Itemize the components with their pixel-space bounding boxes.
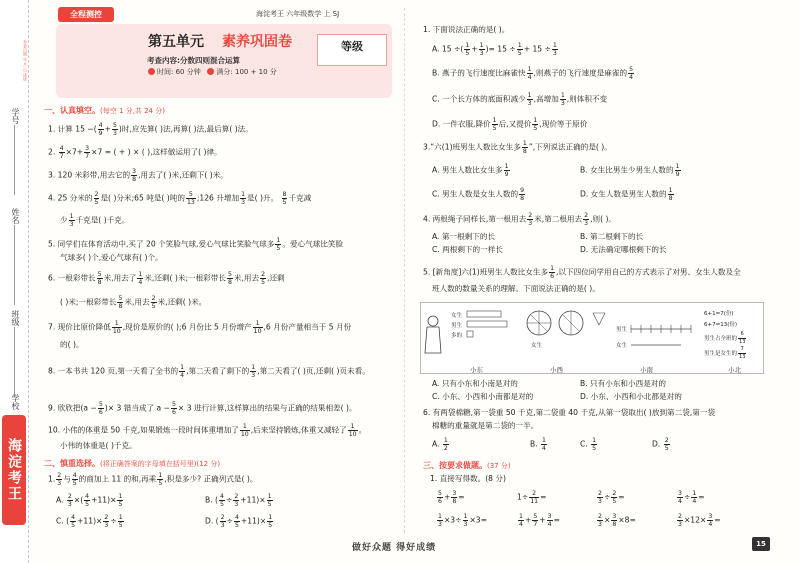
page-number: 15 <box>752 537 770 551</box>
choice-r5-option-b[interactable]: B. 只有小东和小西是对的 <box>580 379 666 388</box>
choice-r3-option-d[interactable]: D. 女生人数是男生人数的 $\frac{1}{8}$ <box>580 187 673 202</box>
choice-r5: 5. [新角度]六(1)班男生人数比女生多 $\frac{1}{6}$ ,以下四位同学用自己的方式表示了对男、女生人数及全 <box>423 265 741 280</box>
question-10: 10. 小伟的体重是 50 千克,如果锻炼一段时间体重增加了 $\frac{1}{10}$ ,后来坚持锻炼,体重又减轻了 $\frac{1}{10}$ 。 <box>48 423 367 438</box>
grade-box: 等级 <box>317 34 387 66</box>
choice-r5-cont: 班人数的数量关系的理解。下面说法正确的是( )。 <box>432 284 600 293</box>
cut-line <box>28 0 29 563</box>
choice-r3-option-b[interactable]: B. 女生比男生少男生人数的 $\frac{1}{9}$ <box>580 163 680 178</box>
choice-r6: 6. 有两袋棉糖,第一袋重 50 千克,第二袋重 40 千克,从第一袋取出( )放到第二袋,第一袋 <box>423 408 716 417</box>
choice-1-option-b[interactable]: B. ( $\frac{4}{5}$ ÷ $\frac{2}{3}$ +11)× $\frac{1}{5}$ <box>205 493 272 508</box>
fig-girl: 女生 <box>451 313 463 319</box>
label-student-id: 学号 <box>11 108 20 124</box>
question-3: 3. 120 米彩带,用去它的 $\frac{3}{8}$ ,用去了( )米,还剩下( )米。 <box>48 168 228 183</box>
label-name: 姓名 <box>11 208 20 224</box>
section-choice: 二、慎重选择。(将正确答案的字母填在括号里)(12 分) <box>44 459 221 468</box>
section-note: (每空 1 分,共 24 分) <box>100 107 165 115</box>
question-9: 9. 欣欣把(a − $\frac{5}{6}$ )× 3 错当成了 a − $\frac{5}{6}$ × 3 进行计算,这样算出的结果与正确的结果相差( )。 <box>48 401 357 416</box>
oral-item-6: $\frac{1}{4}$ + $\frac{5}{7}$ + $\frac{3}{4}$ = <box>519 513 560 528</box>
label-class: 班级 <box>11 310 20 326</box>
choice-r6-option-d[interactable]: D. $\frac{2}{5}$ <box>652 437 669 452</box>
fig-eq3: 男生占全班的 $\frac{6}{13}$ <box>704 331 746 345</box>
exam-time: 时间: 60 分钟 <box>157 68 201 76</box>
brand-stamp-logo: 海淀考王 <box>2 415 26 525</box>
section-compute: 三、按要求做题。(37 分) <box>423 461 511 470</box>
question-4: 4. 25 分米的 $\frac{2}{5}$ 是( )分米;65 吨是( )吨的 $\frac{5}{13}$ ;126 升增加 $\frac{1}{3}$ 是( )升。 $\frac{8}{5}$ 千克减 <box>48 191 312 206</box>
choice-r5-option-c[interactable]: C. 小东、小西和小南都是对的 <box>432 392 534 401</box>
exam-score: 满分: 100 + 10 分 <box>216 68 277 76</box>
fig-boy: 男生 <box>451 323 463 329</box>
oral-item-7: $\frac{2}{3}$ × $\frac{3}{8}$ ×8= <box>598 513 636 528</box>
choice-r3: 3.“六(1)班男生人数比女生多 $\frac{1}{8}$ ”,下列说法正确的是( )。 <box>423 140 612 155</box>
question-7-cont: 的( )。 <box>60 340 84 349</box>
fig-name-east: 小东 <box>470 366 483 374</box>
choice-r6-option-b[interactable]: B. $\frac{1}{4}$ <box>530 437 546 452</box>
oral-item-2: 1÷ $\frac{2}{11}$ = <box>517 490 547 505</box>
question-2: 2. $\frac{4}{7}$ ×7+ $\frac{3}{7}$ ×7 = ( + ) × ( ),这样做运用了( )律。 <box>48 145 222 160</box>
choice-r5-option-a[interactable]: A. 只有小东和小南是对的 <box>432 379 518 388</box>
fig-girl-2: 女生 <box>531 343 543 349</box>
choice-r6-cont: 棉糖的重量就是第二袋的一半。 <box>432 421 539 430</box>
fig-eq1: 6+1=7(份) <box>704 311 734 317</box>
field-line <box>14 327 15 397</box>
choice-r3-option-c[interactable]: C. 男生人数是女生人数的 $\frac{9}{8}$ <box>432 187 525 202</box>
unit-title: 第五单元 <box>148 34 204 50</box>
choice-r1-option-d[interactable]: D. 一件衣服,降价 $\frac{1}{5}$ 后,又提价 $\frac{1}{5}$ ,现价等于原价 <box>432 117 588 132</box>
choice-r4-option-a[interactable]: A. 第一根剩下的长 <box>432 232 496 241</box>
exam-content: 考查内容:分数四则混合运算 <box>147 56 240 65</box>
question-7: 7. 现价比原价降低 $\frac{1}{10}$ ,现价是原价的( );6 月份比 5 月份增产 $\frac{1}{10}$ ,6 月份产量相当于 5 月份 <box>48 320 352 335</box>
choice-r4-option-c[interactable]: C. 两根剩下的一样长 <box>432 245 503 254</box>
program-badge: 全程测控 <box>58 7 114 22</box>
question-5: 5. 同学们在体育活动中,买了 20 个笑脸气球,爱心气球比笑脸气球多 $\frac{1}{5}$ 。爱心气球比笑脸 <box>48 237 344 252</box>
choice-1-option-c[interactable]: C. ( $\frac{4}{5}$ +11)× $\frac{2}{3}$ ÷ $\frac{1}{5}$ <box>56 514 123 529</box>
choice-r1-option-b[interactable]: B. 燕子的飞行速度比麻雀快 $\frac{1}{4}$ ,则燕子的飞行速度是麻雀的 $\frac{5}{4}$ <box>432 66 633 81</box>
clock-icon <box>148 68 155 75</box>
question-5-cont: 气球多( )个,爱心气球有( )个。 <box>60 253 163 262</box>
fig-boy-2: 男生 <box>616 327 628 333</box>
section-title: 一、认真填空。 <box>44 106 100 115</box>
choice-r1: 1. 下面说法正确的是( )。 <box>423 25 510 34</box>
field-line <box>14 225 15 305</box>
question-10-cont: 小伟的体重是( )千克。 <box>60 441 137 450</box>
oral-item-8: $\frac{2}{3}$ ×12× $\frac{3}{4}$ = <box>678 513 721 528</box>
label-school: 学校 <box>11 394 20 410</box>
choice-1-option-a[interactable]: A. $\frac{2}{3}$ ×( $\frac{4}{5}$ +11)× $\frac{1}{5}$ <box>56 493 123 508</box>
choice-r1-option-a[interactable]: A. 15 ÷( $\frac{1}{5}$ + $\frac{1}{3}$ )= 15 ÷ $\frac{1}{5}$ + 15 ÷ $\frac{1}{3}$ <box>432 42 557 57</box>
fig-eq2: 6+7=13(份) <box>704 322 738 328</box>
oral-item-5: $\frac{1}{3}$ ×3÷ $\frac{1}{3}$ ×3= <box>438 513 487 528</box>
oral-item-1: $\frac{5}{6}$ + $\frac{3}{8}$ = <box>438 490 465 505</box>
fig-eq4: 男生是女生的 $\frac{7}{13}$ <box>704 346 746 360</box>
choice-r4-option-b[interactable]: B. 第二根剩下的长 <box>580 232 644 241</box>
choice-r6-option-c[interactable]: C. $\frac{1}{5}$ <box>580 437 597 452</box>
choice-r3-option-a[interactable]: A. 男生人数比女生多 $\frac{1}{9}$ <box>432 163 509 178</box>
choice-r5-option-d[interactable]: D. 小东、小西和小北都是对的 <box>580 392 682 401</box>
choice-r1-option-c[interactable]: C. 一个长方体的底面积减少 $\frac{1}{3}$ ,高增加 $\frac{1}{3}$ ,则体积不变 <box>432 92 608 107</box>
paper-subtitle: 素养巩固卷 <box>222 34 292 50</box>
student-diagrams <box>420 302 764 374</box>
choice-1: 1. $\frac{2}{3}$ 与 $\frac{4}{5}$ 的商加上 11 的和,再乘 $\frac{1}{5}$ ,积是多少? 正确列式是( )。 <box>48 472 258 487</box>
choice-r4: 4. 两根绳子同样长,第一根用去 $\frac{2}{3}$ 米,第二根用去 $\frac{2}{3}$ ,则( )。 <box>423 212 617 227</box>
fig-name-west: 小西 <box>550 366 563 374</box>
question-6-cont: ( )米;一根彩带长 $\frac{5}{8}$ 米,用去 $\frac{2}{5}$ 米,还剩( )米。 <box>60 295 207 310</box>
field-line <box>14 125 15 195</box>
question-8: 8. 一本书共 120 页,第一天看了全书的 $\frac{1}{4}$ ,第二天看了剩下的 $\frac{1}{3}$ ,第二天看了( )页,还剩( )页未看。 <box>48 364 370 379</box>
fig-name-south: 小南 <box>640 366 653 374</box>
question-1: 1. 计算 15 −( $\frac{4}{9}$ + $\frac{5}{3}$ )时,应先算( )法,再算( )法,最后算( )法。 <box>48 122 253 137</box>
choice-r6-option-a[interactable]: A. $\frac{1}{2}$ <box>432 437 448 452</box>
strip-small-text: 考查日期 年 月 日 成绩 <box>23 40 28 82</box>
fig-girl-3: 女生 <box>616 343 628 349</box>
fig-more: 多的 <box>451 333 463 339</box>
book-brand: 海淀考王 六年级数学 上 SJ <box>256 10 340 18</box>
binding-strip <box>0 0 30 563</box>
score-icon <box>207 68 214 75</box>
exam-meta <box>148 67 277 77</box>
choice-r4-option-d[interactable]: D. 无法确定哪根剩下的长 <box>580 245 667 254</box>
question-4-cont: 少 $\frac{1}{3}$ 千克是( )千克。 <box>60 213 130 228</box>
page-divider <box>404 8 405 533</box>
section-fill-blank <box>44 105 165 116</box>
oral-item-4: $\frac{3}{4}$ ÷ $\frac{1}{4}$ = <box>678 490 705 505</box>
oral-item-3: $\frac{2}{3}$ ÷ $\frac{2}{5}$ = <box>598 490 625 505</box>
question-6: 6. 一根彩带长 $\frac{5}{8}$ 米,用去了 $\frac{1}{4}$ 米,还剩( )米;一根彩带长 $\frac{5}{8}$ 米,用去 $\frac{2}{5}$ ,还剩 <box>48 271 285 286</box>
fig-name-north: 小北 <box>728 366 741 374</box>
choice-1-option-d[interactable]: D. ( $\frac{2}{3}$ ÷ $\frac{4}{5}$ +11)× $\frac{1}{5}$ <box>205 514 273 529</box>
footer-slogan: 做好众题 得好成绩 <box>352 543 437 553</box>
compute-1: 1. 直接写得数。(8 分) <box>430 474 506 483</box>
